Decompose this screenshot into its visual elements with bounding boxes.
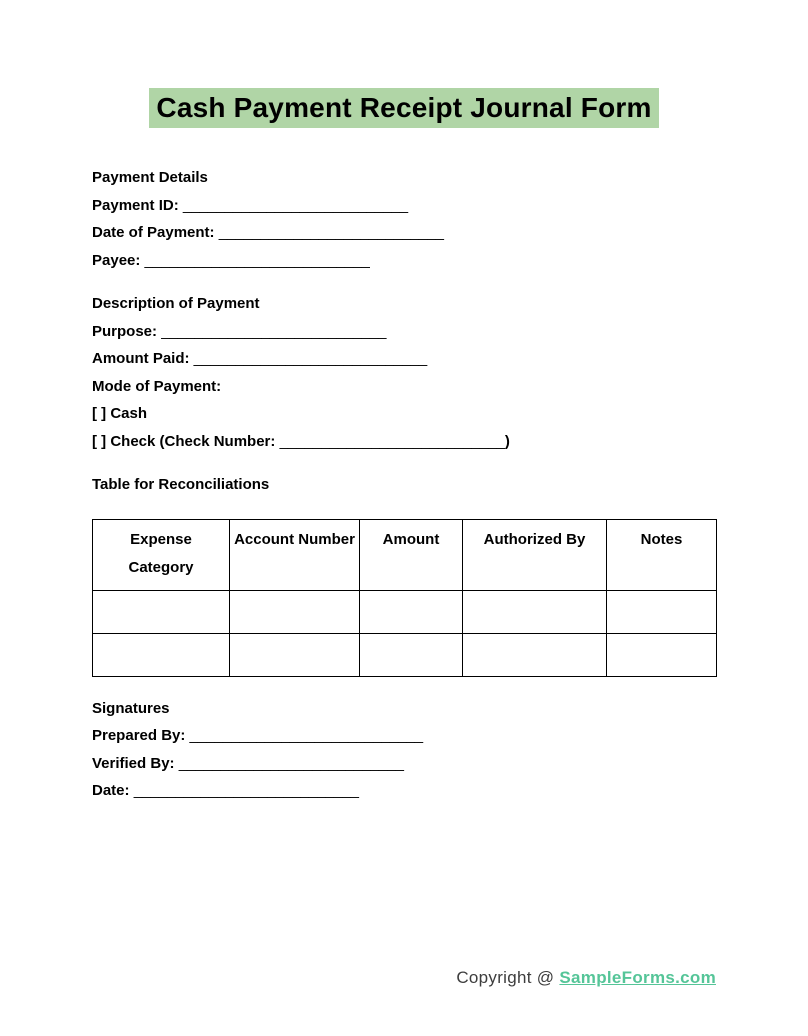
table-header-row	[93, 519, 717, 590]
fill-line: ____________________________	[189, 727, 424, 744]
column-header-expense-category: Expense Category	[93, 519, 230, 590]
field-label: Amount Paid:	[92, 350, 190, 367]
table-row	[93, 633, 717, 676]
field-label: Date:	[92, 782, 130, 799]
fill-line: ___________________________	[178, 754, 404, 772]
field-verified-by	[92, 750, 716, 778]
fill-line: ____________________________	[193, 350, 428, 367]
option-check	[92, 428, 716, 456]
fill-line: ___________________________	[161, 322, 387, 340]
fill-line: ___________________________	[218, 224, 444, 241]
fill-line: ___________________________	[144, 251, 370, 269]
fill-line: ___________________________	[182, 196, 409, 214]
option-suffix: )	[504, 432, 510, 450]
section-payment-details	[92, 164, 716, 274]
field-purpose	[92, 318, 716, 346]
field-label: Purpose:	[92, 322, 158, 340]
sampleforms-link[interactable]: SampleForms.com	[559, 968, 716, 987]
table-cell	[607, 633, 717, 676]
field-label: Verified By:	[92, 754, 175, 772]
field-date-of-payment	[92, 219, 716, 247]
section-signatures	[92, 695, 716, 805]
fill-line: ___________________________	[133, 782, 359, 799]
table-cell	[607, 590, 717, 633]
section-description	[92, 290, 716, 455]
field-payee	[92, 247, 716, 275]
field-label: Payee:	[92, 251, 141, 269]
copyright-text: Copyright @	[456, 968, 555, 987]
table-cell	[230, 633, 360, 676]
column-header-authorized-by: Authorized By	[463, 519, 607, 590]
table-cell	[360, 633, 463, 676]
section-reconciliations	[92, 471, 716, 677]
field-date	[92, 777, 716, 805]
section-heading: Table for Reconciliations	[92, 476, 270, 493]
field-amount-paid	[92, 345, 716, 373]
field-label: Date of Payment:	[92, 224, 215, 241]
section-heading: Payment Details	[92, 169, 208, 186]
table-cell	[463, 590, 607, 633]
option-label: Check (Check Number:	[110, 432, 276, 450]
reconciliation-table-wrap	[92, 519, 716, 677]
title-wrap	[0, 0, 808, 128]
table-cell	[93, 633, 230, 676]
field-prepared-by	[92, 722, 716, 750]
footer	[456, 968, 716, 988]
mode-of-payment-label: Mode of Payment:	[92, 377, 222, 395]
check-checkbox[interactable]: [ ]	[92, 432, 107, 450]
column-header-notes: Notes	[607, 519, 717, 590]
section-heading: Signatures	[92, 699, 170, 717]
form-content	[0, 164, 808, 805]
column-header-amount: Amount	[360, 519, 463, 590]
column-header-account-number: Account Number	[230, 519, 360, 590]
field-label: Payment ID:	[92, 196, 179, 214]
cash-checkbox[interactable]: [ ]	[92, 405, 107, 422]
table-cell	[463, 633, 607, 676]
table-row	[93, 590, 717, 633]
table-cell	[360, 590, 463, 633]
field-payment-id	[92, 192, 716, 220]
field-label: Prepared By:	[92, 727, 186, 744]
table-cell	[93, 590, 230, 633]
fill-line: ___________________________	[279, 432, 505, 450]
section-heading: Description of Payment	[92, 295, 260, 312]
option-label: Cash	[110, 405, 148, 422]
page-title: Cash Payment Receipt Journal Form	[149, 88, 658, 128]
reconciliation-table	[92, 519, 717, 677]
table-cell	[230, 590, 360, 633]
option-cash	[92, 400, 716, 428]
